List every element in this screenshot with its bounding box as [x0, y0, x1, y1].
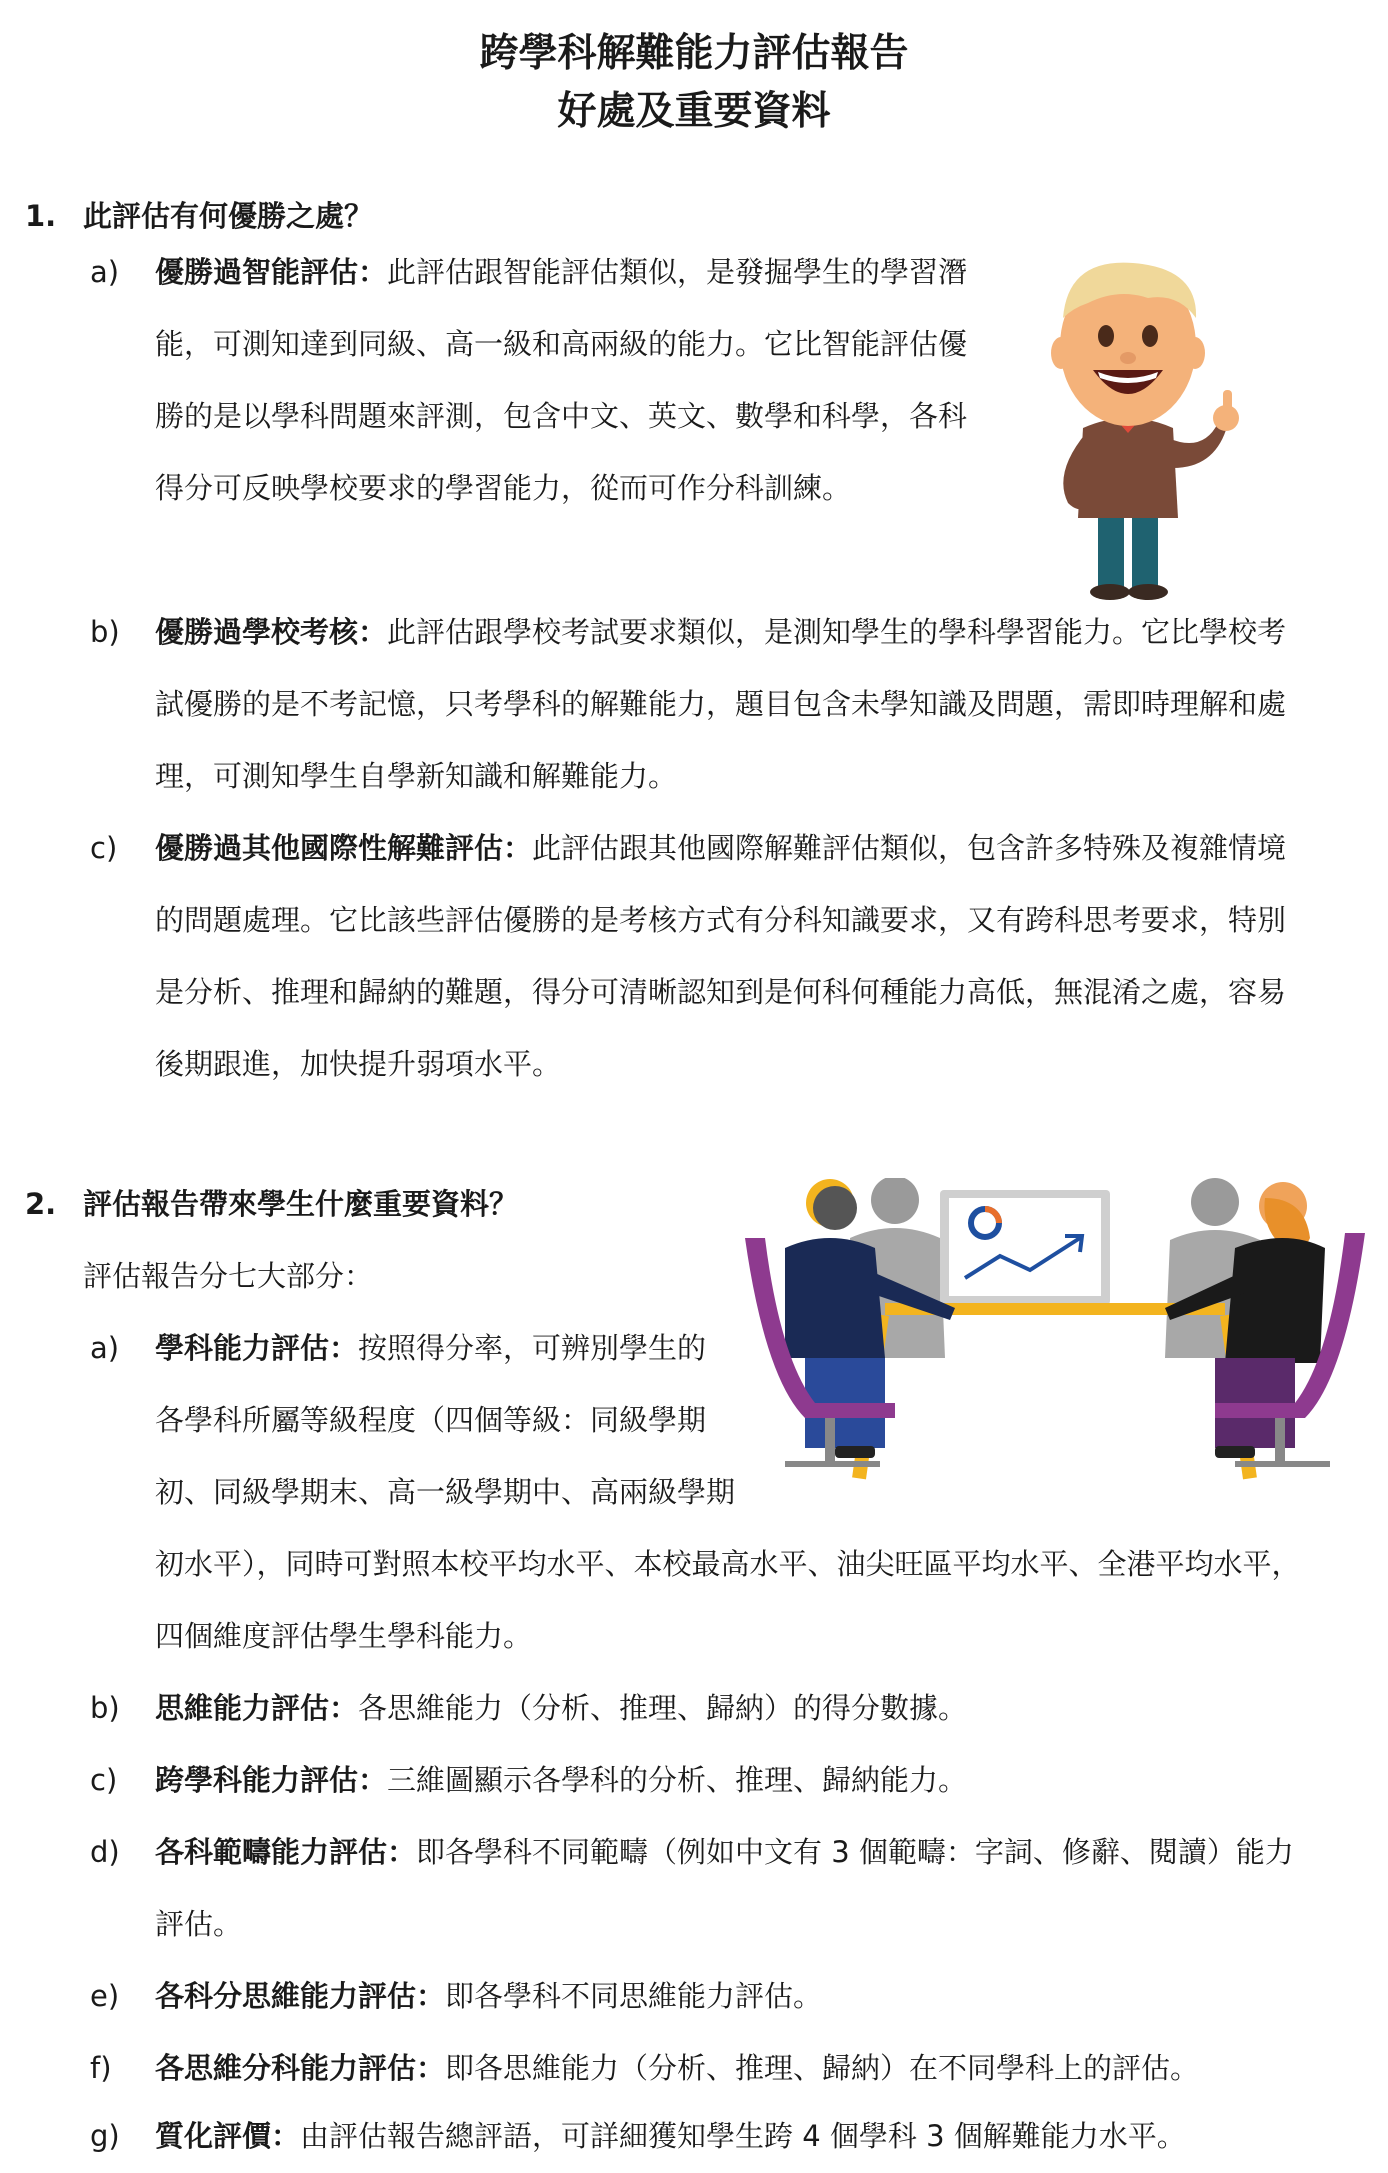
item-label: g) — [90, 2119, 120, 2153]
section-2-number: 2. — [25, 1187, 57, 1221]
page-subtitle: 好處及重要資料 — [557, 89, 831, 134]
item-label: c) — [90, 831, 118, 865]
item-heading: 質化評價： — [155, 2119, 301, 2153]
section-2-item-g — [90, 2100, 1310, 2172]
item-text: 由評估報告總評語，可詳細獲知學生跨 4 個學科 3 個解難能力水平。 — [300, 2119, 1186, 2153]
section-2-item-d — [90, 1816, 1310, 1960]
item-heading: 優勝過其他國際性解難評估： — [155, 831, 533, 865]
section-2-item-c — [90, 1744, 1310, 1816]
item-heading: 學科能力評估： — [155, 1331, 359, 1365]
item-heading: 思維能力評估： — [155, 1691, 359, 1725]
section-1-title: 此評估有何優勝之處？ — [83, 199, 374, 233]
item-label: e) — [90, 1979, 120, 2013]
item-text: 即各學科不同範疇（例如中文有 3 個範疇：字詞、修辭、閱讀）能力評估。 — [155, 1835, 1294, 1941]
item-label: f) — [90, 2051, 112, 2085]
item-heading: 優勝過智能評估： — [155, 255, 388, 289]
section-1-number: 1. — [25, 199, 57, 233]
item-text: 此評估跟其他國際解難評估類似，包含許多特殊及複雜情境的問題處理。它比該些評估優勝的是考核方式有分科知識要求，又有跨科思考要求，特別是分析、推理和歸納的難題，得分可清晰認知到是何科何種能力高低，無混淆之處，容易後期跟進，加快提升弱項水平。 — [155, 831, 1287, 1081]
item-text: 即各思維能力（分析、推理、歸納）在不同學科上的評估。 — [445, 2051, 1200, 2085]
item-text: 按照得分率，可辨別學生的各學科所屬等級程度（四個等級：同級學期初、同級學期末、高一級學期中、高兩級學期初水平），同時可對照本校平均水平、本校最高水平、油尖旺區平均水平、全港平均水平，四個維度評估學生學科能力。 — [155, 1331, 1301, 1653]
item-heading: 跨學科能力評估： — [155, 1763, 388, 1797]
section-1-item-a — [90, 236, 970, 596]
section-1-heading — [25, 196, 373, 236]
item-label: a) — [90, 1331, 120, 1365]
item-text: 各思維能力（分析、推理、歸納）的得分數據。 — [358, 1691, 968, 1725]
item-text: 三維圖顯示各學科的分析、推理、歸納能力。 — [387, 1763, 968, 1797]
item-text: 此評估跟智能評估類似，是發掘學生的學習潛能，可測知達到同級、高一級和高兩級的能力。它比智能評估優勝的是以學科問題來評測，包含中文、英文、數學和科學，各科得分可反映學校要求的學習能力，從而可作分科訓練。 — [155, 255, 968, 505]
item-heading: 各思維分科能力評估： — [155, 2051, 446, 2085]
section-1-item-b — [90, 596, 1300, 812]
section-2-item-f — [90, 2032, 1310, 2104]
item-label: c) — [90, 1763, 118, 1797]
meeting-table-illustration — [745, 1178, 1365, 1488]
thumbs-up-man-illustration — [1028, 258, 1248, 608]
item-text: 即各學科不同思維能力評估。 — [445, 1979, 823, 2013]
item-text: 此評估跟學校考試要求類似，是測知學生的學科學習能力。它比學校考試優勝的是不考記憶，只考學科的解難能力，題目包含未學知識及問題，需即時理解和處理，可測知學生自學新知識和解難能力。 — [155, 615, 1287, 793]
page-title: 跨學科解難能力評估報告 — [479, 31, 909, 76]
section-2-item-b — [90, 1672, 1310, 1744]
item-label: d) — [90, 1835, 120, 1869]
item-heading: 各科分思維能力評估： — [155, 1979, 446, 2013]
section-2-heading — [25, 1184, 518, 1224]
item-label: b) — [90, 1691, 120, 1725]
item-label: b) — [90, 615, 120, 649]
item-label: a) — [90, 255, 120, 289]
section-1-item-c — [90, 812, 1300, 1100]
section-2-title: 評估報告帶來學生什麼重要資料？ — [83, 1187, 519, 1221]
item-heading: 各科範疇能力評估： — [155, 1835, 417, 1869]
item-heading: 優勝過學校考核： — [155, 615, 388, 649]
section-2-intro: 評估報告分七大部分： — [83, 1259, 374, 1293]
section-2-item-e — [90, 1960, 1310, 2032]
